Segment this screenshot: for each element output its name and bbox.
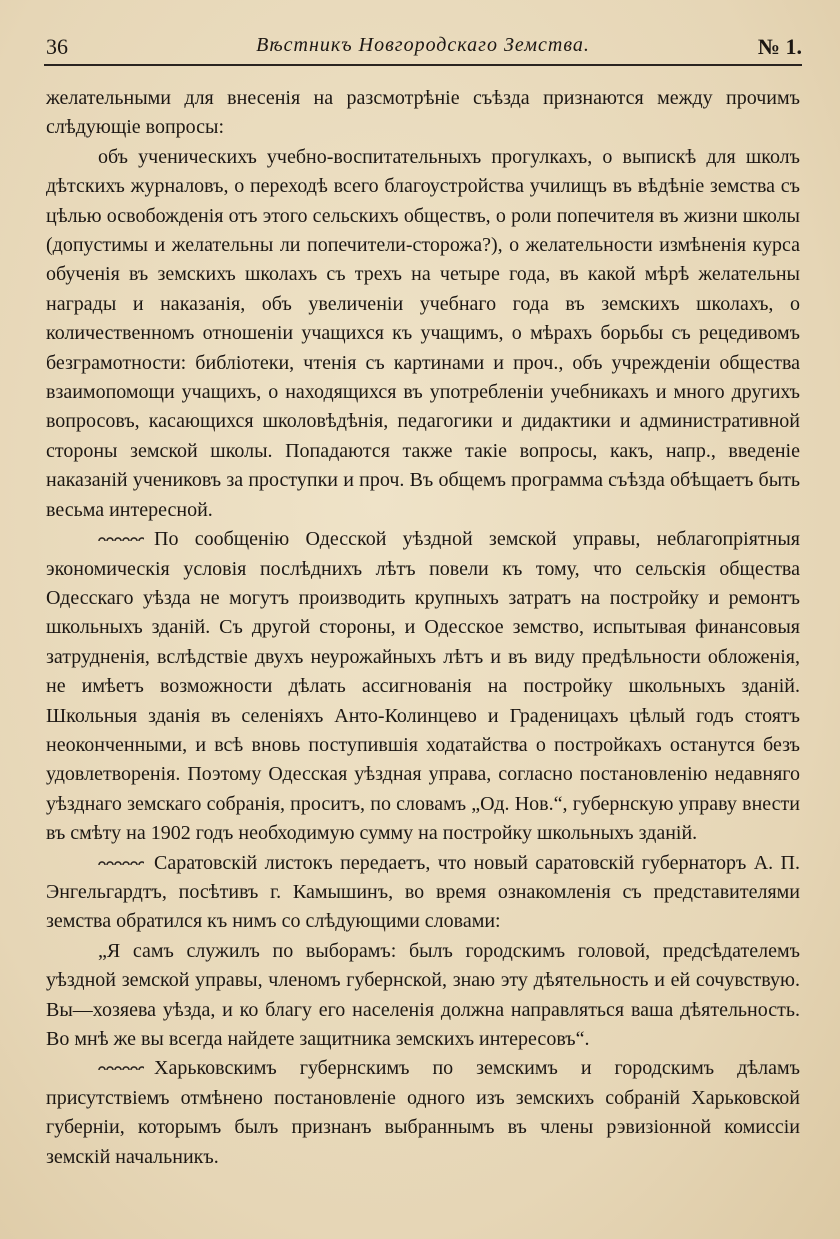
page-number: 36 xyxy=(46,34,68,59)
article-body xyxy=(46,84,800,1172)
news-separator-icon xyxy=(98,857,144,865)
quotation xyxy=(46,937,800,1055)
running-title: Вѣстникъ Новгородскаго Земства. xyxy=(256,34,590,56)
page-header xyxy=(44,28,802,64)
news-item xyxy=(46,1054,800,1172)
header-rule xyxy=(44,64,802,66)
paragraph-text: объ ученическихъ учебно-воспитательныхъ прогулкахъ, о выпискѣ для школъ дѣтскихъ журналовъ, о переходѣ всего благоустройства училищъ въ вѣдѣніе земства съ цѣлью освобожденія отъ этого сельскихъ обществъ, о роли попечителя въ жизни школы (допустимы и желательны ли попечители-сторожа?), о желательности измѣненія курса обученія въ земскихъ школахъ съ трехъ на четыре года, въ какой мѣрѣ желательны награды и наказанія, объ увеличеніи учебнаго года въ земскихъ школахъ, о количественномъ отношеніи учащихся къ учащимъ, о мѣрахъ борьбы съ рецедивомъ безграмотности: библіотеки, чтенія съ картинами и проч., объ учрежденіи общества взаимопомощи учащихъ, о находящихся въ употребленіи учебникахъ и много другихъ вопросовъ, касающихся школовѣдѣнія, педагогики и дидактики и административной стороны земской школы. Попадаются также такіе вопросы, какъ, напр., введеніе наказаній учениковъ за проступки и проч. Въ общемъ программа съѣзда обѣщаетъ быть весьма интересной. xyxy=(46,145,800,521)
news-separator-icon xyxy=(98,1062,144,1070)
paragraph-text: По сообщенію Одесской уѣздной земской управы, неблагопріятныя экономическія условія послѣднихъ лѣтъ повели къ тому, что сельскія общества Одесскаго уѣзда не могутъ производить крупныхъ затратъ на постройку и ремонтъ школьныхъ зданій. Съ другой стороны, и Одесское земство, испытывая финансовыя затрудненія, вслѣдствіе двухъ неурожайныхъ лѣтъ и въ виду предѣльности обложенія, не имѣетъ возможности дѣлать ассигнованія на постройку школьныхъ зданій. Школьныя зданія въ селеніяхъ Анто-Колинцево и Граденицахъ цѣлый годъ стоятъ неоконченными, и всѣ вновь поступившія ходатайства о постройкахъ останутся безъ удовлетворенія. Поэтому Одесская уѣздная управа, согласно постановленію недавняго уѣзднаго земскаго собранія, проситъ, по словамъ „Од. Нов.“, губернскую управу внести въ смѣту на 1902 годъ необходимую сумму на постройку школьныхъ зданій. xyxy=(46,528,800,845)
paragraph xyxy=(46,143,800,525)
paragraph-text: Саратовскій листокъ передаетъ, что новый саратовскій губернаторъ А. П. Энгельгардтъ, посѣтивъ г. Камышинъ, во время ознакомленія съ представителями земства обратился къ нимъ со слѣдующими словами: xyxy=(46,851,800,933)
news-separator-icon xyxy=(98,533,144,541)
news-item xyxy=(46,849,800,937)
paragraph-text: „Я самъ служилъ по выборамъ: былъ городскимъ головой, предсѣдателемъ уѣздной земской управы, членомъ губернской, знаю эту дѣятельность и ей сочувствую. Вы—хозяева уѣзда, и ко благу его населенія должна направляться ваша дѣятельность. Во мнѣ же вы всегда найдете защитника земскихъ интересовъ“. xyxy=(46,939,800,1050)
paragraph-text: желательными для внесенія на разсмотрѣніе съѣзда признаются между прочимъ слѣдующіе вопросы: xyxy=(46,87,800,139)
news-item xyxy=(46,525,800,848)
paragraph-text: Харьковскимъ губернскимъ по земскимъ и городскимъ дѣламъ присутствіемъ отмѣнено постановленіе одного изъ земскихъ собраній Харьковской губерніи, которымъ былъ признанъ выбраннымъ въ члены рэвизіонной комиссіи земскій начальникъ. xyxy=(46,1057,800,1168)
issue-number: № 1. xyxy=(757,34,802,59)
paragraph xyxy=(46,84,800,143)
